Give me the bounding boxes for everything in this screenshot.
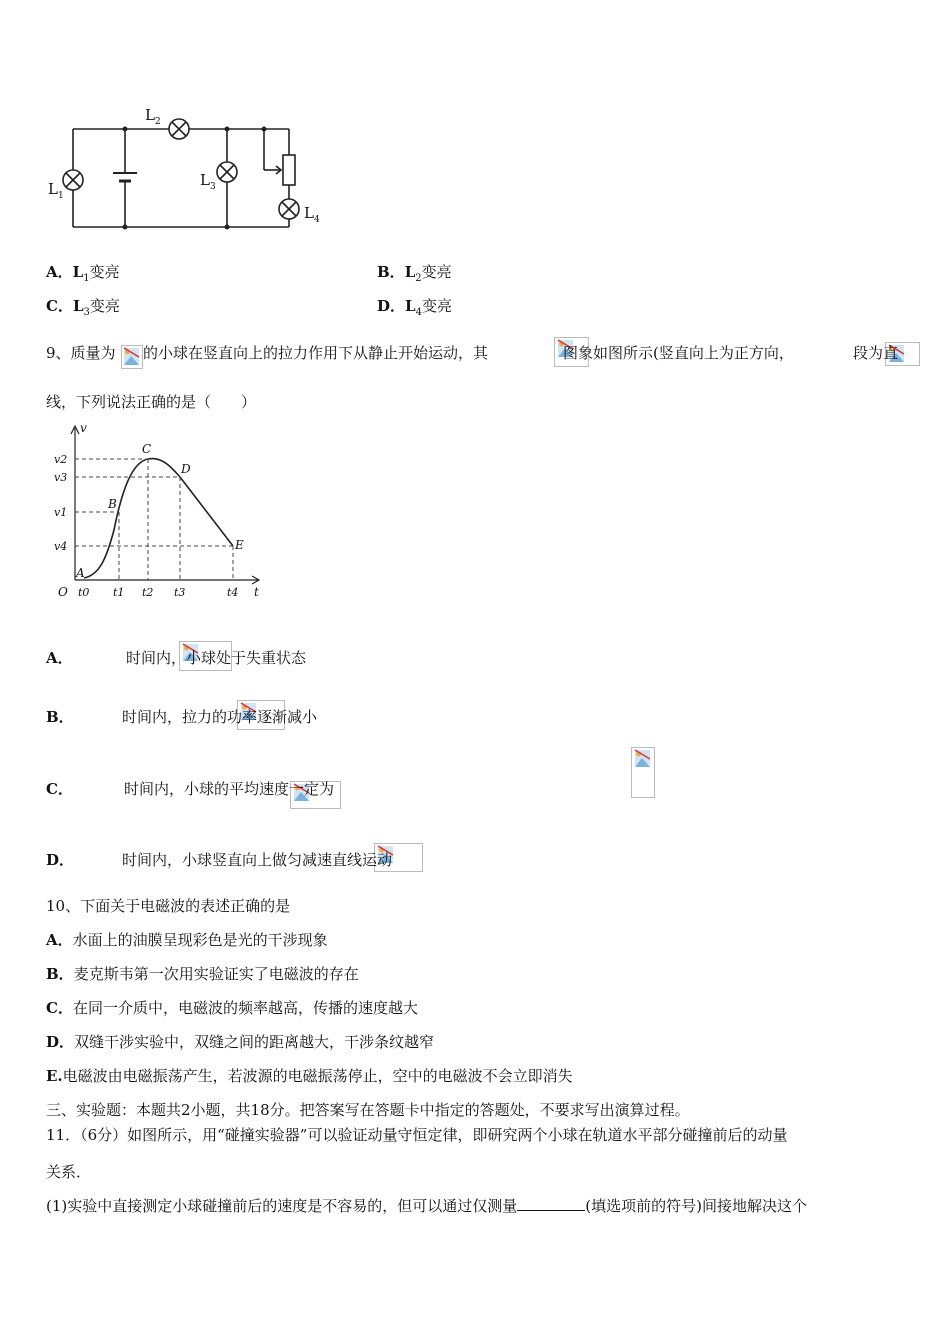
- q9-stem-line1: 9、质量为: [46, 344, 116, 362]
- q9-option-b-text: 时间内，拉力的功率逐渐减小: [122, 708, 318, 726]
- t3-tick: t3: [174, 586, 186, 599]
- q10-option-b: B．麦克斯韦第一次用实验证实了电磁波的存在: [46, 965, 359, 983]
- label-l3: $L_3$: [200, 171, 216, 192]
- point-e-label: E: [235, 538, 244, 552]
- section3-heading: 三、实验题：本题共2小题，共18分。把答案写在答题卡中指定的答题处，不要求写出演算过程。: [46, 1101, 690, 1119]
- q10-option-c: C．在同一介质中，电磁波的频率越高，传播的速度越大: [46, 999, 418, 1017]
- q8-option-b: B．$L_2$变亮: [377, 263, 452, 284]
- q10-stem: 10、下面关于电磁波的表述正确的是: [46, 897, 291, 915]
- q9-stem-line2: 线，下列说法正确的是（ ）: [46, 393, 257, 411]
- origin-label: O: [58, 585, 68, 599]
- q9-option-b-letter: B．: [46, 708, 74, 726]
- q10-option-a: A．水面上的油膜呈现彩色是光的干涉现象: [46, 931, 328, 949]
- q10-option-e: E.电磁波由电磁振荡产生，若波源的电磁振荡停止，空中的电磁波不会立即消失: [46, 1067, 573, 1085]
- q10-option-d: D．双缝干涉实验中，双缝之间的距离越大，干涉条纹越窄: [46, 1033, 435, 1051]
- q9-stem-line1d: 段为直: [853, 344, 899, 362]
- q9-option-d-text: 时间内，小球竖直向上做匀减速直线运动: [122, 851, 393, 869]
- axis-t-label: t: [254, 585, 259, 599]
- q9-option-a-letter: A．: [46, 649, 73, 667]
- label-l2: $L_2$: [145, 106, 161, 127]
- q11-line2: 关系．: [46, 1163, 92, 1181]
- broken-image-icon: [631, 747, 655, 798]
- q8-option-d: D．$L_4$变亮: [377, 297, 452, 318]
- t1-tick: t1: [113, 586, 125, 599]
- q11-line1: 11．（6分）如图所示，用“碰撞实验器”可以验证动量守恒定律，即研究两个小球在轨道水平部分碰撞前后的动量: [46, 1126, 788, 1144]
- q9-option-c-letter: C．: [46, 780, 73, 798]
- q11-sub1: (1)实验中直接测定小球碰撞前后的速度是不容易的，但可以通过仅测量 (填选项前的符号)间接地解决这个: [46, 1197, 807, 1215]
- q9-option-c-text: 时间内，小球的平均速度一定为: [124, 780, 335, 798]
- q9-option-a-text: 时间内，小球处于失重状态: [126, 649, 307, 667]
- v3-tick: v3: [54, 471, 68, 484]
- label-l4: $L_4$: [304, 204, 320, 225]
- v1-tick: v1: [54, 506, 68, 519]
- q9-stem-line1c: 图象如图所示(竖直向上为正方向，: [563, 344, 794, 362]
- vt-graph: [44, 420, 274, 605]
- axis-v-label: v: [80, 421, 87, 435]
- v4-tick: v4: [54, 540, 68, 553]
- lamp-l2-icon: [169, 119, 189, 139]
- q8-option-a: A．$L_1$变亮: [46, 263, 120, 284]
- lamp-l1-icon: [63, 170, 83, 190]
- circuit-diagram: [40, 100, 340, 240]
- v2-tick: v2: [54, 453, 68, 466]
- point-b-label: B: [108, 497, 117, 511]
- lamp-l3-icon: [217, 162, 237, 182]
- point-a-label: A: [76, 566, 85, 580]
- q9-stem-line1b: 的小球在竖直向上的拉力作用下从静止开始运动，其: [143, 344, 489, 362]
- t4-tick: t4: [227, 586, 239, 599]
- point-c-label: C: [142, 442, 152, 456]
- point-d-label: D: [181, 462, 191, 476]
- q9-option-d-letter: D．: [46, 851, 75, 869]
- answer-blank[interactable]: [517, 1196, 585, 1211]
- broken-image-icon: [121, 345, 143, 369]
- label-l1: $L_1$: [48, 180, 64, 201]
- t2-tick: t2: [142, 586, 154, 599]
- t0-tick: t0: [78, 586, 90, 599]
- q8-option-c: C．$L_3$变亮: [46, 297, 120, 318]
- lamp-l4-icon: [279, 199, 299, 219]
